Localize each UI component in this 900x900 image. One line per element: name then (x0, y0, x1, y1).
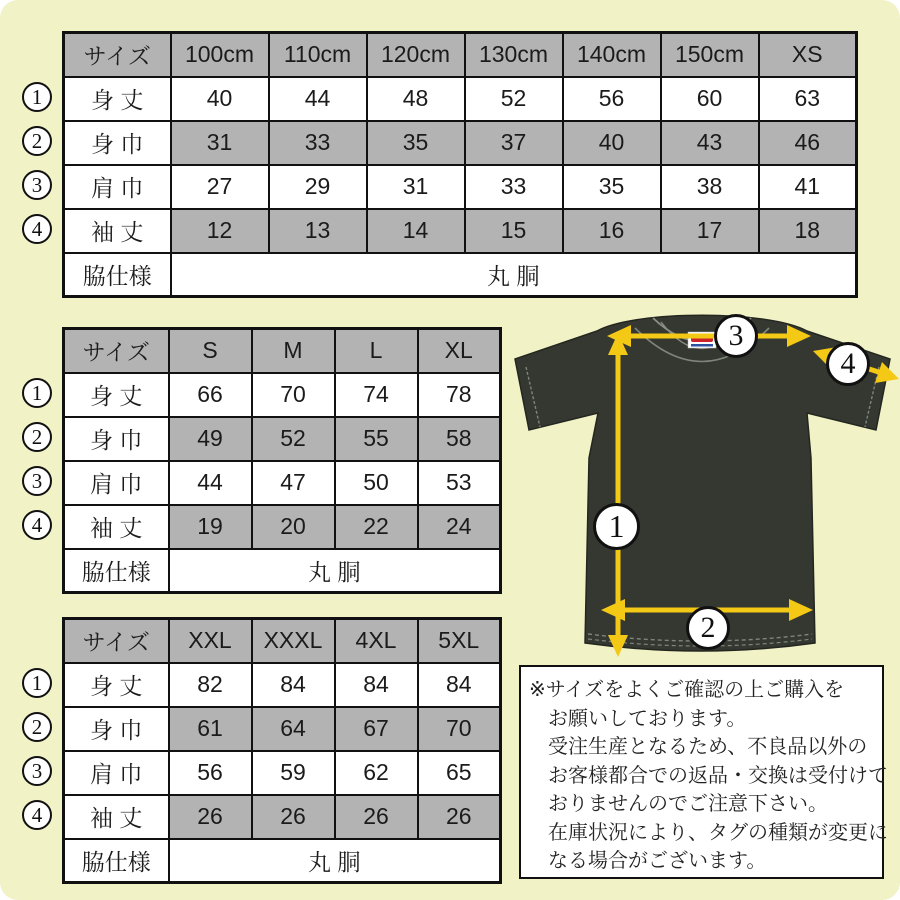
size-value-cell: 33 (269, 121, 367, 165)
plus-row-number-gutter (22, 668, 52, 830)
measurement-row (64, 663, 501, 707)
kids-row-number-gutter (22, 82, 52, 244)
size-value-cell: 17 (661, 209, 759, 253)
measurement-row (64, 77, 857, 121)
measure-circle-3: 3 (714, 314, 758, 358)
size-column-title: サイズ (64, 33, 171, 77)
row-number-circle-4: 4 (22, 800, 52, 830)
row-number-circle-4: 4 (22, 510, 52, 540)
size-value-cell: 55 (335, 417, 418, 461)
measurement-row (64, 417, 501, 461)
row-number-circle-1: 1 (22, 668, 52, 698)
size-header-cell: S (169, 329, 252, 373)
size-value-cell: 78 (418, 373, 501, 417)
size-value-cell: 26 (169, 795, 252, 839)
size-value-cell: 49 (169, 417, 252, 461)
size-value-cell: 47 (252, 461, 335, 505)
size-column-title: サイズ (64, 619, 169, 663)
size-value-cell: 53 (418, 461, 501, 505)
side-spec-row (64, 839, 501, 883)
size-header-cell: 4XL (335, 619, 418, 663)
row-label: 身 丈 (64, 663, 169, 707)
size-header-cell: 150cm (661, 33, 759, 77)
size-value-cell: 74 (335, 373, 418, 417)
row-label: 身 巾 (64, 121, 171, 165)
size-header-cell: 140cm (563, 33, 661, 77)
size-value-cell: 12 (171, 209, 269, 253)
size-header-cell: 130cm (465, 33, 563, 77)
row-number-circle-3: 3 (22, 170, 52, 200)
size-value-cell: 27 (171, 165, 269, 209)
row-number-circle-2: 2 (22, 126, 52, 156)
adult-row-number-gutter (22, 378, 52, 540)
size-value-cell: 31 (367, 165, 465, 209)
notice-line: お客様都合での返品・交換は受付けて (548, 764, 888, 787)
size-value-cell: 26 (252, 795, 335, 839)
side-spec-label: 脇仕様 (64, 253, 171, 297)
size-value-cell: 48 (367, 77, 465, 121)
measurement-row (64, 373, 501, 417)
side-spec-row (64, 549, 501, 593)
measurement-row (64, 505, 501, 549)
side-spec-value: 丸 胴 (171, 253, 857, 297)
size-header-cell: L (335, 329, 418, 373)
size-header-cell: XL (418, 329, 501, 373)
size-value-cell: 46 (759, 121, 857, 165)
size-value-cell: 56 (563, 77, 661, 121)
notice-line: お願いしております。 (548, 707, 747, 730)
header-row (64, 329, 501, 373)
side-spec-row (64, 253, 857, 297)
size-value-cell: 60 (661, 77, 759, 121)
side-spec-value: 丸 胴 (169, 839, 501, 883)
row-number-circle-4: 4 (22, 214, 52, 244)
size-value-cell: 66 (169, 373, 252, 417)
size-value-cell: 29 (269, 165, 367, 209)
size-value-cell: 26 (418, 795, 501, 839)
size-header-cell: XXXL (252, 619, 335, 663)
size-value-cell: 52 (252, 417, 335, 461)
row-label: 肩 巾 (64, 751, 169, 795)
size-value-cell: 44 (269, 77, 367, 121)
measurement-row (64, 707, 501, 751)
row-label: 肩 巾 (64, 461, 169, 505)
row-label: 袖 丈 (64, 505, 169, 549)
kids-size-table (62, 31, 858, 298)
size-value-cell: 43 (661, 121, 759, 165)
size-header-cell: 110cm (269, 33, 367, 77)
row-label: 身 丈 (64, 77, 171, 121)
size-value-cell: 40 (171, 77, 269, 121)
size-value-cell: 67 (335, 707, 418, 751)
row-number-circle-3: 3 (22, 756, 52, 786)
measurement-row (64, 121, 857, 165)
size-value-cell: 38 (661, 165, 759, 209)
row-label: 身 丈 (64, 373, 169, 417)
size-value-cell: 24 (418, 505, 501, 549)
size-value-cell: 65 (418, 751, 501, 795)
size-value-cell: 33 (465, 165, 563, 209)
size-value-cell: 19 (169, 505, 252, 549)
side-spec-label: 脇仕様 (64, 549, 169, 593)
size-value-cell: 15 (465, 209, 563, 253)
size-value-cell: 63 (759, 77, 857, 121)
size-value-cell: 61 (169, 707, 252, 751)
measurement-row (64, 209, 857, 253)
size-column-title: サイズ (64, 329, 169, 373)
row-label: 身 巾 (64, 707, 169, 751)
size-value-cell: 22 (335, 505, 418, 549)
measurement-row (64, 795, 501, 839)
size-value-cell: 59 (252, 751, 335, 795)
notice-line: おりませんのでご注意下さい。 (548, 793, 828, 815)
side-spec-value: 丸 胴 (169, 549, 501, 593)
side-spec-label: 脇仕様 (64, 839, 169, 883)
size-value-cell: 18 (759, 209, 857, 253)
size-value-cell: 70 (252, 373, 335, 417)
row-number-circle-1: 1 (22, 82, 52, 112)
notice-line: なる場合がございます。 (548, 850, 767, 872)
row-label: 袖 丈 (64, 209, 171, 253)
size-header-cell: M (252, 329, 335, 373)
purchase-notice-box (519, 665, 888, 879)
row-label: 肩 巾 (64, 165, 171, 209)
size-value-cell: 41 (759, 165, 857, 209)
row-number-circle-1: 1 (22, 378, 52, 408)
size-value-cell: 70 (418, 707, 501, 751)
size-value-cell: 58 (418, 417, 501, 461)
size-header-cell: 100cm (171, 33, 269, 77)
size-value-cell: 56 (169, 751, 252, 795)
size-value-cell: 20 (252, 505, 335, 549)
size-value-cell: 14 (367, 209, 465, 253)
size-value-cell: 31 (171, 121, 269, 165)
size-value-cell: 16 (563, 209, 661, 253)
size-value-cell: 50 (335, 461, 418, 505)
measurement-row (64, 461, 501, 505)
row-label: 袖 丈 (64, 795, 169, 839)
size-value-cell: 35 (367, 121, 465, 165)
size-value-cell: 40 (563, 121, 661, 165)
header-row (64, 33, 857, 77)
size-value-cell: 82 (169, 663, 252, 707)
notice-line: 在庫状況により、タグの種類が変更に (548, 821, 888, 844)
size-value-cell: 84 (252, 663, 335, 707)
size-header-cell: 120cm (367, 33, 465, 77)
size-value-cell: 84 (418, 663, 501, 707)
size-value-cell: 52 (465, 77, 563, 121)
measurement-row (64, 751, 501, 795)
row-number-circle-2: 2 (22, 712, 52, 742)
notice-line: 受注生産となるため、不良品以外の (548, 736, 868, 758)
row-label: 身 巾 (64, 417, 169, 461)
size-value-cell: 62 (335, 751, 418, 795)
adult-size-table (62, 327, 502, 594)
measure-circle-1: 1 (593, 503, 640, 550)
row-number-circle-3: 3 (22, 466, 52, 496)
size-value-cell: 13 (269, 209, 367, 253)
size-value-cell: 44 (169, 461, 252, 505)
size-value-cell: 37 (465, 121, 563, 165)
plus-size-table (62, 617, 502, 884)
header-row (64, 619, 501, 663)
measure-circle-2: 2 (686, 606, 730, 650)
size-header-cell: XXL (169, 619, 252, 663)
size-header-cell: 5XL (418, 619, 501, 663)
measurement-row (64, 165, 857, 209)
size-value-cell: 26 (335, 795, 418, 839)
size-value-cell: 35 (563, 165, 661, 209)
measure-circle-4: 4 (826, 342, 870, 386)
size-header-cell: XS (759, 33, 857, 77)
tshirt-measurement-figure (505, 303, 900, 659)
row-number-circle-2: 2 (22, 422, 52, 452)
size-value-cell: 64 (252, 707, 335, 751)
notice-line: ※サイズをよくご確認の上ご購入を (529, 679, 845, 701)
size-value-cell: 84 (335, 663, 418, 707)
